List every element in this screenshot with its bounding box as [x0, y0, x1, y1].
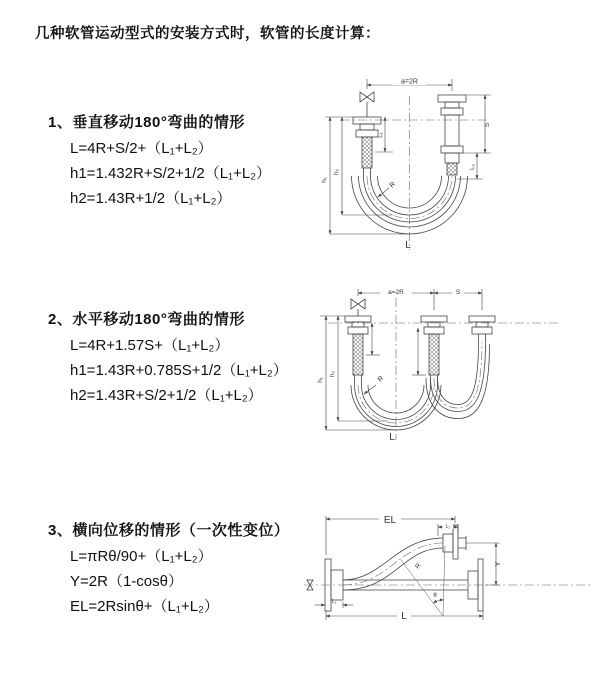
- formula-line: h2=1.43R+S/2+1/2（L₁+L₂）: [70, 387, 263, 404]
- dim-l2-label: L₂: [445, 524, 451, 530]
- formula-line: Y=2R（1-cosθ）: [70, 573, 183, 590]
- radius-label: R: [376, 374, 386, 384]
- formula-line: L=πRθ/90+（L₁+L₂）: [70, 548, 213, 565]
- section-3-heading: 3、横向位移的情形（一次性变位）: [48, 522, 290, 539]
- dim-h2-label: h₂: [333, 168, 340, 176]
- dim-a2r-label: a=2R: [401, 78, 418, 86]
- dimension-l1: [315, 599, 353, 608]
- section-1-heading: 1、垂直移动180°弯曲的情形: [48, 114, 245, 131]
- formula-line: h1=1.43R+0.785S+1/2（L₁+L₂）: [70, 362, 288, 379]
- dimension-l1: [375, 117, 393, 152]
- radius-label: R: [414, 562, 423, 571]
- dim-s-label: S: [484, 122, 491, 128]
- dimension-a2r: [367, 76, 452, 91]
- valve-icon: [351, 299, 365, 316]
- dim-h2-label: h₂: [329, 370, 336, 378]
- right-hose-fitting: [469, 316, 495, 342]
- dim-l1-label: L₁: [378, 132, 384, 138]
- dim-l2-label: L₂: [470, 164, 476, 170]
- hose-displaced-position: [343, 538, 443, 590]
- radius-callout: [364, 375, 385, 394]
- angle-label: θ: [433, 593, 437, 599]
- radius-callout: [378, 181, 397, 197]
- formula-line: h2=1.43R+1/2（L₁+L₂）: [70, 190, 232, 207]
- right-hose-fitting: [438, 95, 466, 175]
- length-label: L: [401, 611, 407, 622]
- dim-y-label: Y: [493, 561, 502, 567]
- radius-label: R: [388, 180, 398, 190]
- section-1: [48, 111, 271, 207]
- diagram-horizontal-180-bend: [308, 280, 598, 450]
- dimension-l2: [470, 153, 477, 179]
- formula-line: L=4R+1.57S+（L₁+L₂）: [70, 337, 230, 354]
- left-hose-fitting: [345, 316, 371, 385]
- valve-icon: [360, 92, 374, 117]
- dimension-s: [434, 287, 482, 296]
- dim-s-label: S: [455, 289, 461, 296]
- elevated-flange: [443, 525, 466, 559]
- section-2: [48, 308, 288, 404]
- dim-el-label: EL: [383, 515, 397, 526]
- formula-line: L=4R+S/2+（L₁+L₂）: [70, 140, 213, 157]
- middle-hose-fitting: [421, 316, 447, 385]
- radius-construction: [401, 546, 445, 616]
- diagram-lateral-displacement: [298, 498, 598, 653]
- dimension-y: [466, 543, 502, 585]
- formula-line: EL=2Rsinθ+（L₁+L₂）: [70, 598, 219, 615]
- diagram-vertical-180-bend: [305, 68, 595, 263]
- dimension-l: [326, 609, 483, 622]
- dimension-fitting-middle: [412, 328, 426, 375]
- length-label: L: [405, 240, 411, 251]
- page-title: 几种软管运动型式的安装方式时，软管的长度计算：: [35, 26, 380, 42]
- dim-a2r-label: a=2R: [388, 289, 404, 296]
- dim-h1-label: h₁: [317, 377, 324, 383]
- formula-line: h1=1.432R+S/2+1/2（L₁+L₂）: [70, 165, 272, 182]
- left-hose-fitting: [353, 117, 381, 176]
- section-2-heading: 2、水平移动180°弯曲的情形: [48, 311, 245, 328]
- dim-l1-label: L₁: [331, 599, 337, 605]
- length-label: L: [389, 432, 395, 443]
- dim-h1-label: h₁: [321, 177, 328, 183]
- section-3: [48, 519, 289, 615]
